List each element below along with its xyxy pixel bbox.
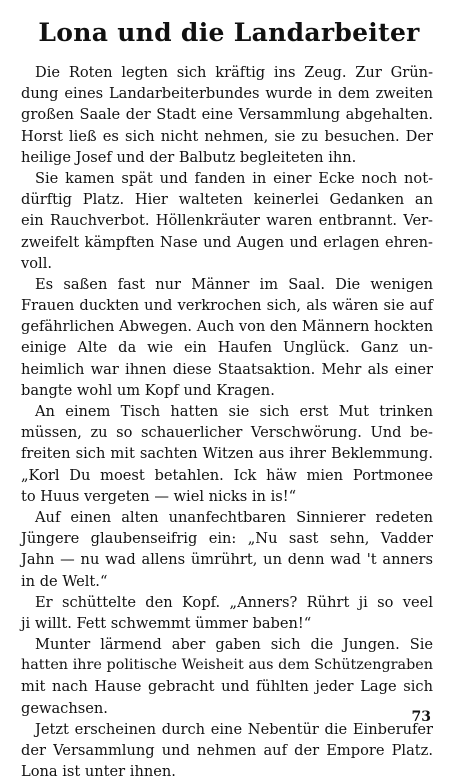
text-line: Sie kamen spät und fanden in einer Ecke noch not- (35, 169, 433, 187)
text-line: gefährlichen Abwegen. Auch von den Männern hockten (21, 318, 434, 336)
text-line: müssen, zu so schauerlicher Verschwörung. Und be- (21, 424, 433, 442)
text-line: Horst ließ es sich nicht nehmen, sie zu besuchen. Der (21, 127, 433, 145)
text-line: Lona ist unter ihnen. (21, 763, 176, 781)
text-line: to Huus vergeten — wiel nicks in is!“ (21, 487, 297, 505)
text-line: Er schüttelte den Kopf. „Anners? Rührt ji so veel (35, 593, 433, 611)
text-line: in de Welt.“ (21, 572, 108, 590)
text-line: dung eines Landarbeiterbundes wurde in dem zweiten (21, 85, 433, 103)
page-number: 73 (411, 709, 431, 725)
text-line: gewachsen. (21, 699, 108, 717)
text-line: ein Rauchverbot. Höllenkräuter waren entbrannt. Ver- (21, 212, 433, 230)
chapter-title: Lona und die Landarbeiter (38, 18, 420, 47)
text-line: großen Saale der Stadt eine Versammlung abgehalten. (21, 106, 433, 124)
text-line: ji willt. Fett schwemmt ümmer baben!“ (21, 614, 312, 632)
text-line: voll. (21, 254, 53, 272)
text-line: freiten sich mit sachten Witzen aus ihrer Beklemmung. (21, 445, 433, 463)
text-line: An einem Tisch hatten sie sich erst Mut trinken (35, 403, 433, 420)
text-line: zweifelt kämpften Nase und Augen und erlagen ehren- (21, 233, 433, 251)
text-line: dürftig Platz. Hier walteten keinerlei Gedanken an (21, 191, 433, 209)
text-line: einige Alte da wie ein Haufen Unglück. Ganz un- (21, 339, 433, 357)
body-text (21, 62, 433, 782)
text-line: Jetzt erscheinen durch eine Nebentür die Einberufer (35, 720, 433, 738)
text-line: Frauen duckten und verkrochen sich, als wären sie auf (21, 297, 433, 315)
text-line: „Korl Du moest betahlen. Ick häw mien Portmonee (21, 466, 433, 484)
text-line: Auf einen alten unanfechtbaren Sinnierer redeten (35, 508, 433, 526)
text-line: Es saßen fast nur Männer im Saal. Die wenigen (35, 275, 433, 293)
text-line: heilige Josef und der Balbutz begleiteten ihn. (21, 148, 357, 166)
text-line: Jahn — nu wad allens ümrührt, un denn wad 't anners (21, 551, 433, 569)
text-line: bangte wohl um Kopf und Kragen. (21, 381, 275, 399)
text-line: Die Roten legten sich kräftig ins Zeug. Zur Grün- (35, 64, 433, 81)
text-line: hatten ihre politische Weisheit aus dem Schützengraben (21, 657, 433, 674)
text-line: der Versammlung und nehmen auf der Empore Platz. (21, 742, 433, 759)
text-line: heimlich war ihnen diese Staatsaktion. Mehr als einer (21, 360, 433, 378)
text-line: Jüngere glaubenseifrig ein: „Nu sast sehn, Vadder (21, 530, 433, 548)
text-line: Munter lärmend aber gaben sich die Jungen. Sie (35, 636, 433, 654)
text-line: mit nach Hause gebracht und fühlten jeder Lage sich (21, 678, 433, 696)
